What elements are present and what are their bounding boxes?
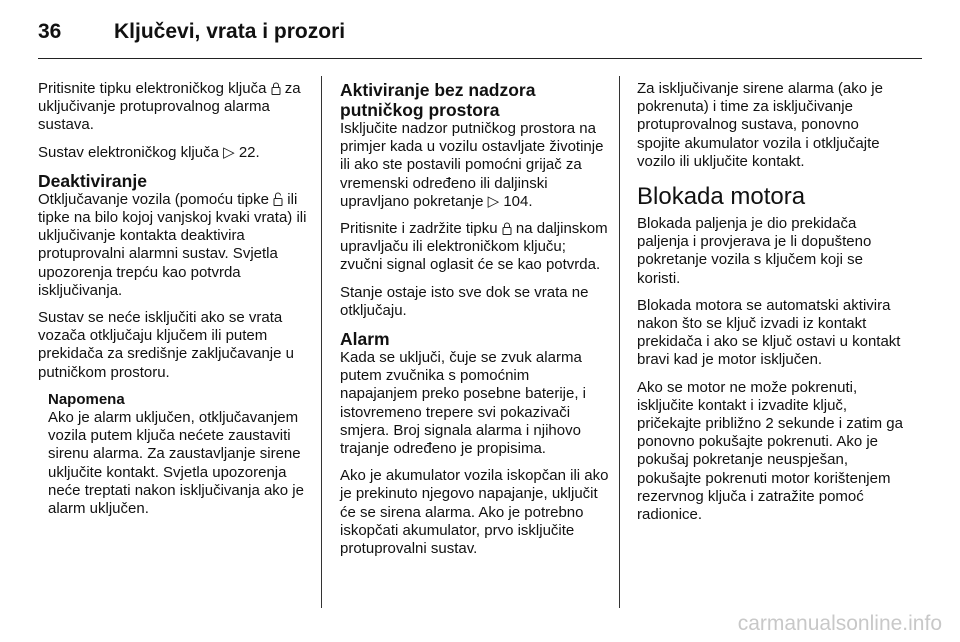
- column-divider: [321, 76, 322, 608]
- column-divider: [619, 76, 620, 608]
- page-reference: 104.: [503, 192, 533, 210]
- lock-key-icon: [271, 82, 281, 95]
- header-rule: [38, 58, 922, 59]
- page-header: [38, 20, 345, 44]
- text: Pritisnite tipku elektroničkog ključa: [38, 80, 267, 97]
- text: Pritisnite i zadržite tipku: [340, 220, 498, 238]
- paragraph: [38, 191, 308, 300]
- chapter-heading: Blokada motora: [637, 183, 806, 211]
- paragraph: Sustav se neće isključiti ako se vrata vozača otključaju ključem ili putem prekidača za središnje zaključavanje u putničkom prostoru.: [38, 309, 294, 381]
- column-2: [340, 80, 610, 567]
- column-3: [637, 80, 905, 533]
- section-heading: Alarm: [340, 329, 390, 350]
- paragraph: Za isključivanje sirene alarma (ako je pokrenuta) i time za isključivanje protuprovalnog sustava, ponovno spojite akumulator vozila i otključajte vozilo ili uključite kontakt.: [637, 80, 883, 170]
- page-title: Ključevi, vrata i prozori: [114, 20, 346, 43]
- section-heading: Deaktiviranje: [38, 170, 147, 191]
- column-1: [38, 80, 308, 518]
- paragraph: Ako je akumulator vozila iskopčan ili ako je prekinuto njegovo napajanje, uključit će se sirena alarma. Ako je potrebno iskopčati akumulator, prvo isključite protuprovalni sustav.: [340, 467, 609, 558]
- unlock-key-icon: [273, 192, 283, 206]
- paragraph: [38, 80, 308, 135]
- text: Sustav elektroničkog ključa: [38, 143, 219, 161]
- paragraph: Stanje ostaje isto sve dok se vrata ne otključaju.: [340, 283, 589, 319]
- watermark: carmanualsonline.info: [737, 612, 942, 635]
- paragraph: [38, 144, 308, 162]
- page-reference-arrow-icon: ▷: [223, 143, 235, 161]
- page-number: 36: [38, 20, 62, 43]
- note-box: [38, 391, 308, 518]
- paragraph: [340, 120, 610, 211]
- note-text: Ako je alarm uključen, otključavanjem vozila putem ključa nećete zaustaviti sirenu alarma. Za zaustavljanje sirene uključite kontakt. Svjetla upozorenja neće treptati nakon isključivanja ako je alarm uključen.: [48, 409, 304, 518]
- text: za uključivanje protuprovalnog alarma sustava.: [38, 80, 301, 134]
- paragraph: Blokada motora se automatski aktivira nakon što se ključ izvadi iz kontakt prekidača i ako se ključ ostavi u kontakt bravi kad je motor isključen.: [637, 296, 901, 369]
- text: Isključite nadzor putničkog prostora na primjer kada u vozilu ostavljate životinje ili ako ste postavili pomoćni grijač za vremenski određeno ili daljinski upravljano pokretanje: [340, 120, 604, 210]
- text: na daljinskom upravljaču ili elektroničkom ključu; zvučni signal oglasit će se kao potvrda.: [340, 220, 608, 274]
- page-reference-arrow-icon: ▷: [487, 192, 500, 210]
- text: Otključavanje vozila (pomoću tipke: [38, 190, 269, 208]
- paragraph: Kada se uključi, čuje se zvuk alarma putem zvučnika s pomoćnim napajanjem preko posebne baterije, i istovremeno trepere svi pokazivači smjera. Broj signala alarma i njihovo trajanje određeno je propisima.: [340, 349, 586, 458]
- note-title: Napomena: [48, 390, 125, 408]
- paragraph: Ako se motor ne može pokrenuti, isključite kontakt i izvadite ključ, pričekajte približno 2 sekunde i zatim ga ponovno pokušajte pokrenuti. Ako je pokušaj pokretanje neuspješan, pokušajte pokrenuti motor korištenjem rezervnog ključa i zatražite pomoć radionice.: [637, 378, 903, 524]
- text: ili tipke na bilo kojoj vanjskoj kvaki vrata) ili uključivanje kontakta deaktivira protuprovalni alarmni sustav. Svjetla upozorenja trepću kao potvrda isključivanja.: [38, 190, 307, 299]
- paragraph: Blokada paljenja je dio prekidača paljenja i provjerava je li dopušteno pokretanje vozila s ključem koji se koristi.: [637, 215, 872, 287]
- paragraph: [340, 220, 610, 275]
- page-reference: 22.: [238, 143, 260, 161]
- lock-key-icon: [502, 222, 512, 235]
- section-heading: Aktiviranje bez nadzora putničkog prostora: [340, 80, 536, 120]
